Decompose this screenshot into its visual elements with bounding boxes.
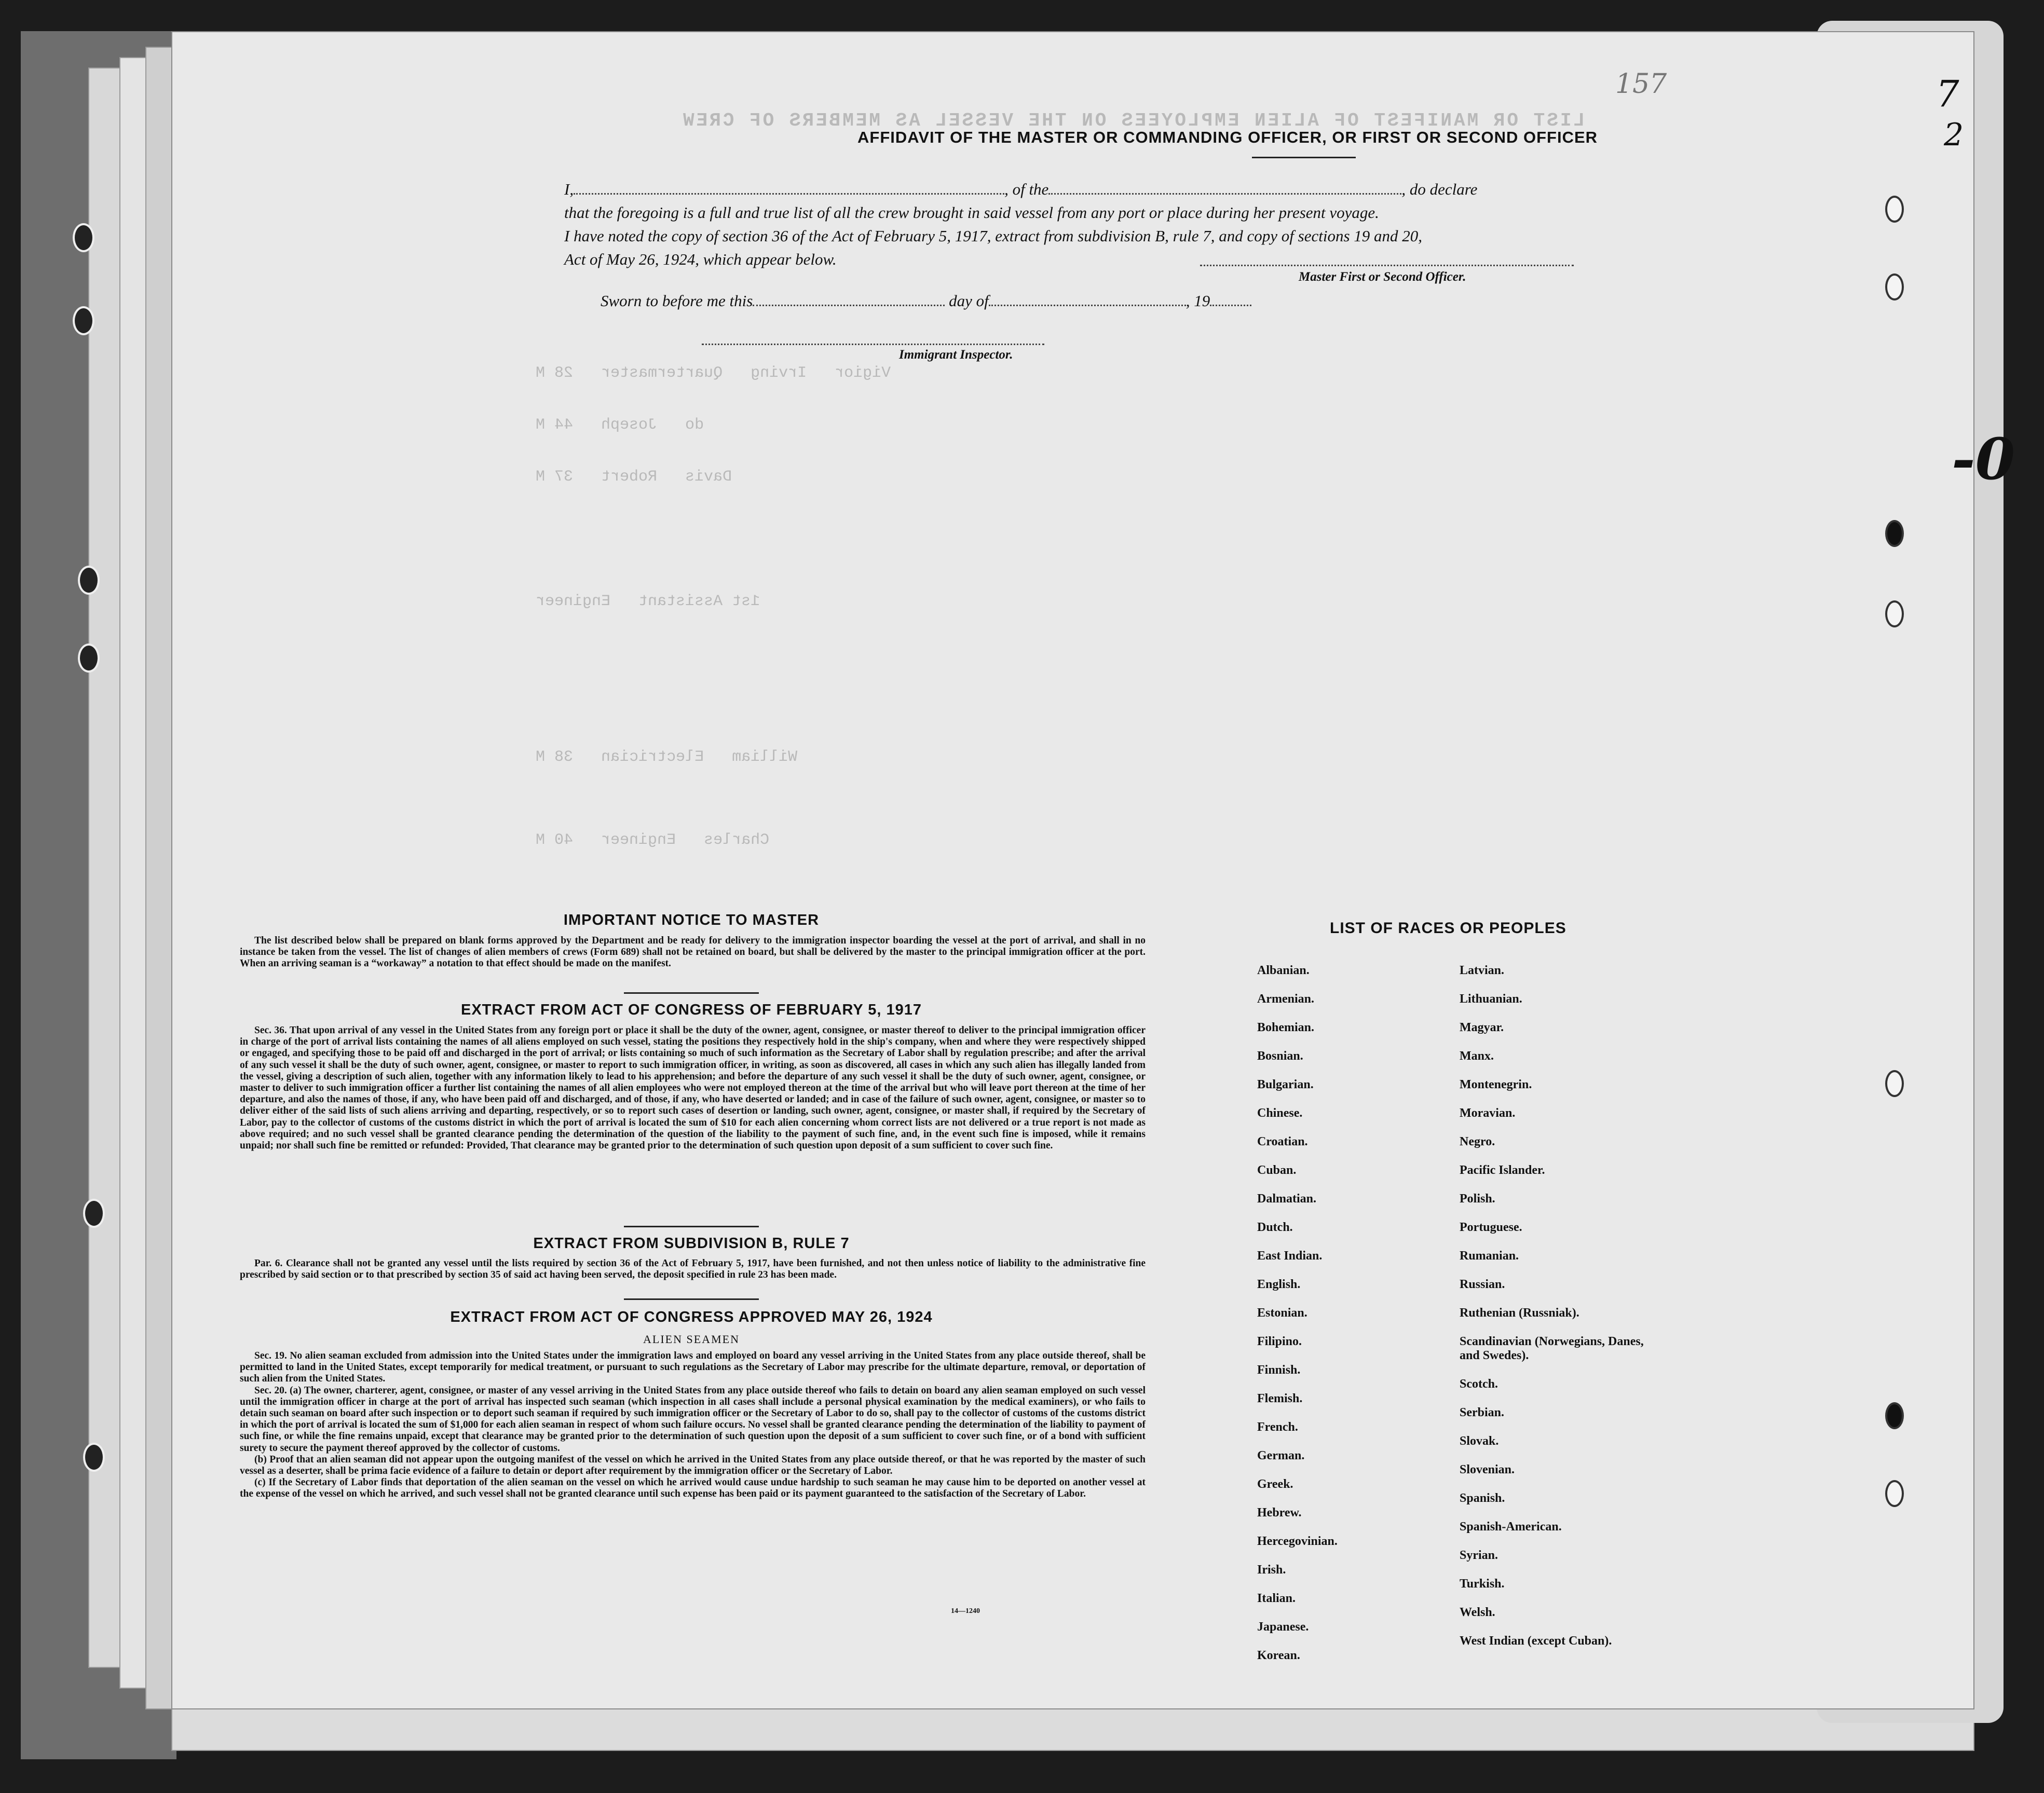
race-item: French.	[1257, 1420, 1298, 1434]
punch-hole	[1885, 1402, 1904, 1429]
race-item: English.	[1257, 1278, 1301, 1291]
race-item: Dalmatian.	[1257, 1192, 1316, 1206]
extract-1917-title: EXTRACT FROM ACT OF CONGRESS OF FEBRUARY 5, 1917	[460, 1002, 922, 1018]
affidavit-line-3: I have noted the copy of section 36 of the Act of February 5, 1917, extract from subdivision B, rule 7, and copy of sections 19 and 20,	[564, 227, 1423, 245]
race-item: Hercegovinian.	[1257, 1535, 1338, 1548]
page-number-handwritten: 157	[1615, 69, 1667, 100]
notice-title: IMPORTANT NOTICE TO MASTER	[563, 912, 820, 928]
race-item: Polish.	[1460, 1192, 1495, 1206]
divider	[624, 992, 759, 994]
race-item: Cuban.	[1257, 1164, 1297, 1177]
sworn-month-blank[interactable]	[989, 293, 1186, 306]
race-item: Moravian.	[1460, 1106, 1516, 1120]
rule-7-text: Par. 6. Clearance shall not be granted any vessel until the lists required by section 36 of the Act of February 5, 1917, have been furnished, and not then unless notice of liability to the administrative fine prescribed by said section or to that prescribed by section 35 of said act having been served, the deposit specified in rule 23 has been made.	[240, 1258, 1146, 1281]
master-signature-line[interactable]	[1200, 265, 1574, 266]
bleed-through-text: Davis Robert 37 M	[536, 468, 732, 486]
sworn-line: Sworn to before me this day of , 19	[601, 292, 1251, 310]
race-item: Syrian.	[1460, 1549, 1498, 1562]
race-item: Russian.	[1460, 1278, 1505, 1291]
vessel-blank[interactable]	[1048, 182, 1401, 195]
race-item: Slovak.	[1460, 1434, 1499, 1448]
punch-hole	[1885, 600, 1904, 627]
race-item: Filipino.	[1257, 1335, 1302, 1348]
binder-hole	[73, 223, 94, 252]
bleed-through-text: Charles Engineer 40 M	[536, 831, 770, 849]
punch-hole	[1885, 273, 1904, 300]
sworn-day-blank[interactable]	[753, 293, 945, 306]
notice-text: The list described below shall be prepared on blank forms approved by the Department and be ready for delivery to the immigration inspector boarding the vessel at the port of arrival, and shall in no instance be taken from the vessel. The list of changes of alien members of crews (Form 689) shall not be retained on board, but shall be delivered by the master to the principal immigration officer at the port. When an arriving seaman is a “workaway” a notation to that effect should be made on the manifest.	[240, 935, 1146, 969]
binder-hole	[83, 1443, 105, 1472]
race-item: Portuguese.	[1460, 1221, 1522, 1234]
divider	[624, 1226, 759, 1227]
race-item: Italian.	[1257, 1592, 1296, 1605]
divider	[1252, 157, 1356, 158]
races-column-2	[1460, 964, 1657, 1663]
divider	[624, 1298, 759, 1300]
race-item: Japanese.	[1257, 1620, 1309, 1634]
name-blank[interactable]	[574, 182, 1004, 195]
race-item: Korean.	[1257, 1649, 1300, 1662]
race-item: Ruthenian (Russniak).	[1460, 1306, 1579, 1320]
race-item: Bohemian.	[1257, 1021, 1315, 1034]
race-item: Finnish.	[1257, 1363, 1301, 1377]
race-item: Lithuanian.	[1460, 992, 1522, 1006]
race-item: Turkish.	[1460, 1577, 1505, 1591]
bleed-through-text: Vigior Irving Quartermaster 28 M	[536, 364, 891, 382]
punch-hole	[1885, 1480, 1904, 1507]
race-item: Manx.	[1460, 1049, 1494, 1063]
bleed-through-text: do Joseph 44 M	[536, 416, 704, 434]
bleed-through-text: 1st Assistant Engineer	[536, 593, 760, 610]
race-item: Dutch.	[1257, 1221, 1293, 1234]
alien-seamen-subtitle: ALIEN SEAMEN	[643, 1333, 740, 1346]
race-item: Croatian.	[1257, 1135, 1308, 1148]
binder-hole	[78, 644, 100, 673]
underlying-sheet-edge	[171, 1707, 1974, 1751]
sworn-year-blank[interactable]	[1210, 293, 1251, 306]
punch-hole	[1885, 520, 1904, 547]
race-item: Slovenian.	[1460, 1463, 1515, 1476]
sec-20c: (c) If the Secretary of Labor finds that deportation of the alien seaman on the vessel on which he arrived would cause undue hardship to such seaman he may cause him to be deported on another vessel at the expense of the vessel on which he arrived, and such vessel shall not be granted clearance until such expense has been paid or its payment guaranteed to the satisfaction of the Secretary of Labor.	[240, 1477, 1146, 1500]
race-item: Estonian.	[1257, 1306, 1307, 1320]
punch-hole	[1885, 1070, 1904, 1097]
binder-hole	[73, 306, 94, 335]
race-item: Welsh.	[1460, 1606, 1495, 1619]
manifest-page	[171, 31, 1974, 1709]
sec-19: Sec. 19. No alien seaman excluded from admission into the United States under the immigration laws and employed on board any vessel arriving in the United States from any place outside thereof, shall be permitted to land in the United States, except temporarily for medical treatment, or pursuant to such regulations as the Secretary of Labor may prescribe for the ultimate departure, removal, or deportation of such alien from the United States.	[240, 1350, 1146, 1385]
margin-mark: 7	[1936, 73, 1959, 115]
affidavit-title: AFFIDAVIT OF THE MASTER OR COMMANDING OFFICER, OR FIRST OR SECOND OFFICER	[857, 128, 1598, 146]
race-item: Pacific Islander.	[1460, 1164, 1545, 1177]
race-item: Latvian.	[1460, 964, 1505, 977]
race-item: German.	[1257, 1449, 1305, 1462]
punch-hole	[1885, 196, 1904, 223]
form-number: 14—1240	[951, 1607, 980, 1615]
binder-hole	[83, 1199, 105, 1228]
race-item: Magyar.	[1460, 1021, 1504, 1034]
extract-1924-text	[240, 1350, 1146, 1500]
margin-mark: -0	[1952, 426, 2015, 492]
bleed-through-text: William Electrician 38 M	[536, 748, 798, 766]
race-item: Scandinavian (Norwegians, Danes, and Swedes).	[1460, 1335, 1644, 1362]
sec-20a: Sec. 20. (a) The owner, charterer, agent, consignee, or master of any vessel arriving in the United States from any place outside thereof who fails to detain on board any alien seaman employed on such vessel until the immigration officer in charge at the port of arrival has inspected such seaman (which inspection in all cases shall include a personal physical examination by the medical examiners), or who fails to detain such seaman on board after such inspection or to deport such seaman if required by such immigration officer or the Secretary of Labor to do so, shall pay to the collector of customs of the customs district in which the port of arrival is located the sum of $1,000 for each alien seaman in respect of whom such failure occurs. No vessel shall be granted clearance pending the determination of the liability to payment of such fine, or while the fine remains unpaid, except that clearance may be granted prior to the determination of such question upon the deposit of a sum sufficient to cover such fine, or of a bond with sufficient surety to secure the payment thereof approved by the collector of customs.	[240, 1385, 1146, 1454]
race-item: Spanish-American.	[1460, 1520, 1562, 1534]
sec-20b: (b) Proof that an alien seaman did not appear upon the outgoing manifest of the vessel on which he arrived in the United States from any place outside thereof, or that he was reported by the master of such vessel as a deserter, shall be prima facie evidence of a failure to detain or deport after requirement by the immigration officer or the Secretary of Labor.	[240, 1454, 1146, 1477]
race-item: East Indian.	[1257, 1249, 1323, 1263]
race-item: Spanish.	[1460, 1491, 1505, 1505]
binder-hole	[78, 566, 100, 595]
race-item: Greek.	[1257, 1477, 1293, 1491]
race-item: Serbian.	[1460, 1406, 1505, 1419]
race-item: Albanian.	[1257, 964, 1310, 977]
inspector-signature-label: Immigrant Inspector.	[899, 348, 1013, 362]
affidavit-line-1: I, , of the , do declare	[564, 180, 1478, 198]
race-item: Flemish.	[1257, 1392, 1303, 1405]
races-title: LIST OF RACES OR PEOPLES	[1330, 920, 1566, 937]
affidavit-line-4: Act of May 26, 1924, which appear below.	[564, 250, 837, 268]
race-item: Rumanian.	[1460, 1249, 1519, 1263]
race-item: West Indian (except Cuban).	[1460, 1634, 1612, 1648]
margin-mark: 2	[1944, 117, 1964, 153]
affidavit-line-2: that the foregoing is a full and true list of all the crew brought in said vessel from any port or place during her present voyage.	[564, 203, 1379, 222]
master-signature-label: Master First or Second Officer.	[1299, 270, 1466, 284]
extract-1924-title: EXTRACT FROM ACT OF CONGRESS APPROVED MAY 26, 1924	[450, 1309, 933, 1325]
race-item: Bulgarian.	[1257, 1078, 1314, 1091]
race-item: Hebrew.	[1257, 1506, 1302, 1520]
race-item: Chinese.	[1257, 1106, 1303, 1120]
race-item: Irish.	[1257, 1563, 1286, 1577]
bleed-through-text: LIST OR MANIFEST OF ALIEN EMPLOYEES ON THE VESSEL AS MEMBERS OF CREW	[681, 110, 1585, 131]
race-item: Bosnian.	[1257, 1049, 1303, 1063]
races-column-1	[1257, 964, 1338, 1677]
race-item: Scotch.	[1460, 1377, 1498, 1391]
race-item: Armenian.	[1257, 992, 1314, 1006]
race-item: Negro.	[1460, 1135, 1495, 1148]
extract-1917-text: Sec. 36. That upon arrival of any vessel in the United States from any foreign port or place it shall be the duty of the owner, agent, consignee, or master thereof to deliver to the principal immigration officer in charge of the port of arrival lists containing the names of all aliens employed on such vessel, stating the positions they respectively hold in the ship's company, when and where they were respectively shipped or engaged, and specifying those to be paid off and discharged in the port of arrival; or lists containing so much of such information as the Secretary of Labor shall by regulation prescribe; and after the arrival of any such vessel it shall be the duty of such owner, agent, consignee, or master to report to such immigration officer, in writing, as soon as discovered, all cases in which any such alien has illegally landed from the vessel, giving a description of such alien, together with any information likely to lead to his apprehension; and before the departure of any such vessel it shall be the duty of such owner, agent, consignee, or master to deliver to such immigration officer a further list containing the names of all alien employees who were not employed thereon at the time of the arrival but who will leave port thereon at the time of her departure, and also the names of those, if any, who have been paid off and discharged, and of those, if any, who have deserted or landed; and in case of the failure of such owner, agent, consignee, or master so to deliver either of the said lists of such aliens arriving and departing, respectively, or so to report such cases of desertion or landing, such owner, agent, consignee, or master shall, if required by the Secretary of Labor, pay to the collector of customs of the customs district in which the port of arrival is located the sum of $10 for each alien concerning whom correct lists are not delivered or a true report is not made as above required; and no such vessel shall be granted clearance pending the determination of the question of the liability to the payment of such fine, and, in the event such fine is imposed, while it remains unpaid; nor shall such fine be remitted or refunded: Provided, That clearance may be granted prior to the determination of such question upon deposit of a sum sufficient to cover such fine.	[240, 1025, 1146, 1152]
rule-7-title: EXTRACT FROM SUBDIVISION B, RULE 7	[533, 1235, 850, 1252]
inspector-signature-line[interactable]	[702, 344, 1044, 345]
race-item: Montenegrin.	[1460, 1078, 1532, 1091]
